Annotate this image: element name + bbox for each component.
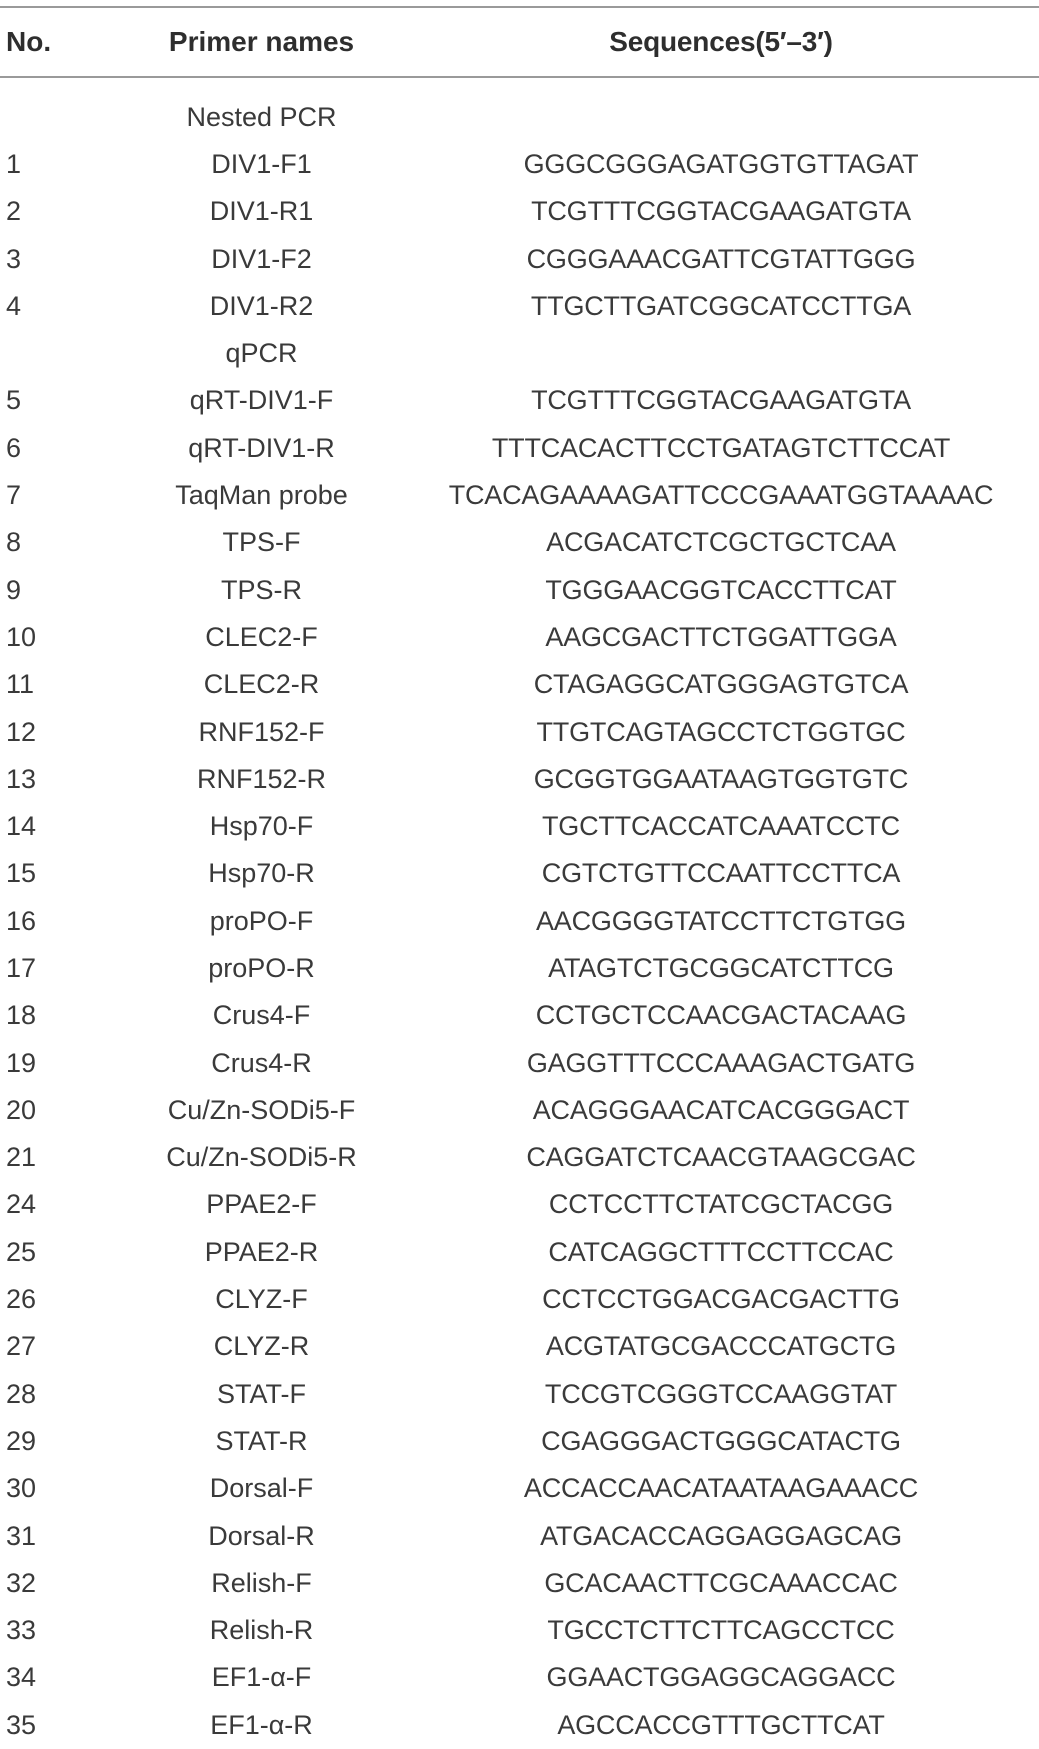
cell-sequence: TCGTTTCGGTACGAAGATGTA <box>531 196 911 227</box>
table-header-row <box>0 8 1039 76</box>
cell-no: 15 <box>6 858 37 889</box>
cell-sequence: CATCAGGCTTTCCTTCCAC <box>548 1236 894 1267</box>
cell-primer-name: PPAE2-F <box>206 1189 317 1220</box>
cell-sequence: GCACAACTTCGCAAACCAC <box>544 1567 898 1598</box>
cell-primer-name: DIV1-F1 <box>211 148 312 179</box>
cell-no: 30 <box>6 1473 37 1504</box>
cell-primer-name: TPS-F <box>222 527 301 558</box>
cell-sequence: CAGGATCTCAACGTAAGCGAC <box>526 1142 916 1173</box>
cell-no: 13 <box>6 763 37 794</box>
table-row <box>0 1418 1039 1465</box>
cell-no: 19 <box>6 1047 37 1078</box>
cell-no: 17 <box>6 952 37 983</box>
cell-primer-name: qRT-DIV1-R <box>188 432 335 463</box>
header-no: No. <box>6 26 52 57</box>
table-row <box>0 1039 1039 1086</box>
cell-primer-name: STAT-R <box>215 1425 308 1456</box>
cell-sequence: CTAGAGGCATGGGAGTGTCA <box>533 669 909 700</box>
cell-primer-name: Dorsal-F <box>209 1473 314 1504</box>
cell-sequence: CCTCCTGGACGACGACTTG <box>542 1284 900 1315</box>
cell-no: 11 <box>6 669 35 700</box>
cell-sequence: TCGTTTCGGTACGAAGATGTA <box>531 385 911 416</box>
cell-primer-name: CLEC2-R <box>203 669 320 700</box>
cell-sequence: GGGCGGGAGATGGTGTTAGAT <box>523 148 919 179</box>
table-row <box>0 992 1039 1039</box>
cell-primer-name: CLYZ-F <box>215 1284 308 1315</box>
cell-sequence: ACCACCAACATAATAAGAAACC <box>523 1473 919 1504</box>
cell-no: 4 <box>6 290 22 321</box>
table-row <box>0 898 1039 945</box>
table-row <box>0 945 1039 992</box>
table-row <box>0 566 1039 613</box>
cell-primer-name: proPO-R <box>208 952 315 983</box>
table-row <box>0 1087 1039 1134</box>
cell-primer-name: TPS-R <box>221 574 302 605</box>
cell-sequence: TCACAGAAAAGATTCCCGAAATGGTAAAAC <box>448 480 994 511</box>
cell-sequence: AACGGGGTATCCTTCTGTGG <box>536 905 906 936</box>
cell-sequence: GCGGTGGAATAAGTGGTGTC <box>533 763 909 794</box>
cell-no: 6 <box>6 432 22 463</box>
cell-no: 29 <box>6 1425 37 1456</box>
cell-sequence: TGGGAACGGTCACCTTCAT <box>545 574 897 605</box>
cell-primer-name: qRT-DIV1-F <box>189 385 334 416</box>
table-row <box>0 708 1039 755</box>
table-header-rule <box>0 76 1039 78</box>
cell-no: 12 <box>6 716 37 747</box>
table-section-row <box>0 330 1039 377</box>
table-row <box>0 1654 1039 1701</box>
cell-sequence: CGGGAAACGATTCGTATTGGG <box>526 243 916 274</box>
cell-no: 21 <box>6 1142 37 1173</box>
table-row <box>0 283 1039 330</box>
cell-no: 27 <box>6 1331 37 1362</box>
table-row <box>0 850 1039 897</box>
table-row <box>0 756 1039 803</box>
cell-sequence: TTTCACACTTCCTGATAGTCTTCCAT <box>491 432 951 463</box>
cell-primer-name: EF1-α-R <box>210 1709 313 1740</box>
table-row <box>0 1702 1039 1749</box>
cell-primer-name: Dorsal-R <box>208 1520 315 1551</box>
table-row <box>0 1512 1039 1559</box>
cell-primer-name: Crus4-F <box>212 1000 311 1031</box>
table-row <box>0 425 1039 472</box>
cell-primer-name: proPO-F <box>209 905 314 936</box>
cell-primer-name: TaqMan probe <box>175 480 348 511</box>
cell-primer-name: Crus4-R <box>211 1047 312 1078</box>
table-row <box>0 519 1039 566</box>
cell-primer-name: Hsp70-R <box>208 858 315 889</box>
cell-primer-name: Hsp70-F <box>209 811 314 842</box>
cell-primer-name: EF1-α-F <box>211 1662 312 1693</box>
cell-no: 31 <box>6 1520 37 1551</box>
table-row <box>0 1181 1039 1228</box>
table-row <box>0 1607 1039 1654</box>
cell-primer-name: Cu/Zn-SODi5-R <box>166 1142 357 1173</box>
cell-no: 32 <box>6 1567 37 1598</box>
section-label: qPCR <box>225 338 298 369</box>
table-row <box>0 1560 1039 1607</box>
cell-primer-name: PPAE2-R <box>204 1236 319 1267</box>
cell-sequence: TGCTTCACCATCAAATCCTC <box>542 811 900 842</box>
table-row <box>0 472 1039 519</box>
table-row <box>0 141 1039 188</box>
table-row <box>0 1276 1039 1323</box>
cell-sequence: GGAACTGGAGGCAGGACC <box>546 1662 896 1693</box>
cell-no: 3 <box>6 243 22 274</box>
cell-no: 20 <box>6 1094 37 1125</box>
table-row <box>0 1134 1039 1181</box>
table-row <box>0 377 1039 424</box>
cell-no: 14 <box>6 811 37 842</box>
cell-primer-name: RNF152-F <box>198 716 325 747</box>
cell-sequence: TCCGTCGGGTCCAAGGTAT <box>544 1378 898 1409</box>
table-row <box>0 188 1039 235</box>
table-row <box>0 1465 1039 1512</box>
header-primer-names: Primer names <box>168 26 355 57</box>
table-row <box>0 1323 1039 1370</box>
cell-no: 10 <box>6 621 37 652</box>
cell-sequence: ACGTATGCGACCCATGCTG <box>545 1331 897 1362</box>
cell-no: 7 <box>6 480 22 511</box>
section-label: Nested PCR <box>186 101 337 132</box>
cell-no: 5 <box>6 385 22 416</box>
cell-sequence: AGCCACCGTTTGCTTCAT <box>557 1709 885 1740</box>
cell-primer-name: CLYZ-R <box>213 1331 310 1362</box>
cell-sequence: TTGTCAGTAGCCTCTGGTGC <box>536 716 906 747</box>
cell-sequence: ATAGTCTGCGGCATCTTCG <box>548 952 894 983</box>
cell-primer-name: Cu/Zn-SODi5-F <box>167 1094 356 1125</box>
cell-primer-name: CLEC2-F <box>205 621 318 652</box>
cell-primer-name: DIV1-F2 <box>211 243 312 274</box>
cell-primer-name: RNF152-R <box>196 763 327 794</box>
cell-no: 28 <box>6 1378 37 1409</box>
cell-sequence: CGAGGGACTGGGCATACTG <box>541 1425 901 1456</box>
cell-sequence: TGCCTCTTCTTCAGCCTCC <box>547 1615 895 1646</box>
cell-no: 26 <box>6 1284 37 1315</box>
cell-sequence: CGTCTGTTCCAATTCCTTCA <box>541 858 901 889</box>
table-row <box>0 1229 1039 1276</box>
cell-no: 33 <box>6 1615 37 1646</box>
cell-sequence: CCTGCTCCAACGACTACAAG <box>535 1000 907 1031</box>
cell-no: 16 <box>6 905 37 936</box>
cell-primer-name: Relish-F <box>211 1567 312 1598</box>
cell-no: 25 <box>6 1236 37 1267</box>
table-section-row <box>0 94 1039 141</box>
cell-no: 1 <box>6 148 22 179</box>
cell-sequence: ACAGGGAACATCACGGGACT <box>532 1094 910 1125</box>
cell-no: 34 <box>6 1662 37 1693</box>
cell-primer-name: Relish-R <box>209 1615 314 1646</box>
table-row <box>0 803 1039 850</box>
table-row <box>0 661 1039 708</box>
cell-primer-name: DIV1-R1 <box>209 196 314 227</box>
cell-sequence: ATGACACCAGGAGGAGCAG <box>540 1520 902 1551</box>
cell-no: 35 <box>6 1709 37 1740</box>
cell-sequence: CCTCCTTCTATCGCTACGG <box>548 1189 894 1220</box>
cell-sequence: AAGCGACTTCTGGATTGGA <box>545 621 897 652</box>
cell-no: 9 <box>6 574 22 605</box>
primer-table <box>0 6 1039 1749</box>
table-row <box>0 1371 1039 1418</box>
cell-no: 24 <box>6 1189 37 1220</box>
cell-primer-name: DIV1-R2 <box>209 290 314 321</box>
table-row <box>0 614 1039 661</box>
cell-sequence: ACGACATCTCGCTGCTCAA <box>546 527 896 558</box>
cell-sequence: GAGGTTTCCCAAAGACTGATG <box>526 1047 916 1078</box>
cell-no: 2 <box>6 196 22 227</box>
cell-sequence: TTGCTTGATCGGCATCCTTGA <box>530 290 912 321</box>
cell-primer-name: STAT-F <box>217 1378 306 1409</box>
cell-no: 18 <box>6 1000 37 1031</box>
table-body <box>0 94 1039 1749</box>
cell-no: 8 <box>6 527 22 558</box>
header-sequences: Sequences(5′–3′) <box>609 26 833 57</box>
table-row <box>0 235 1039 282</box>
